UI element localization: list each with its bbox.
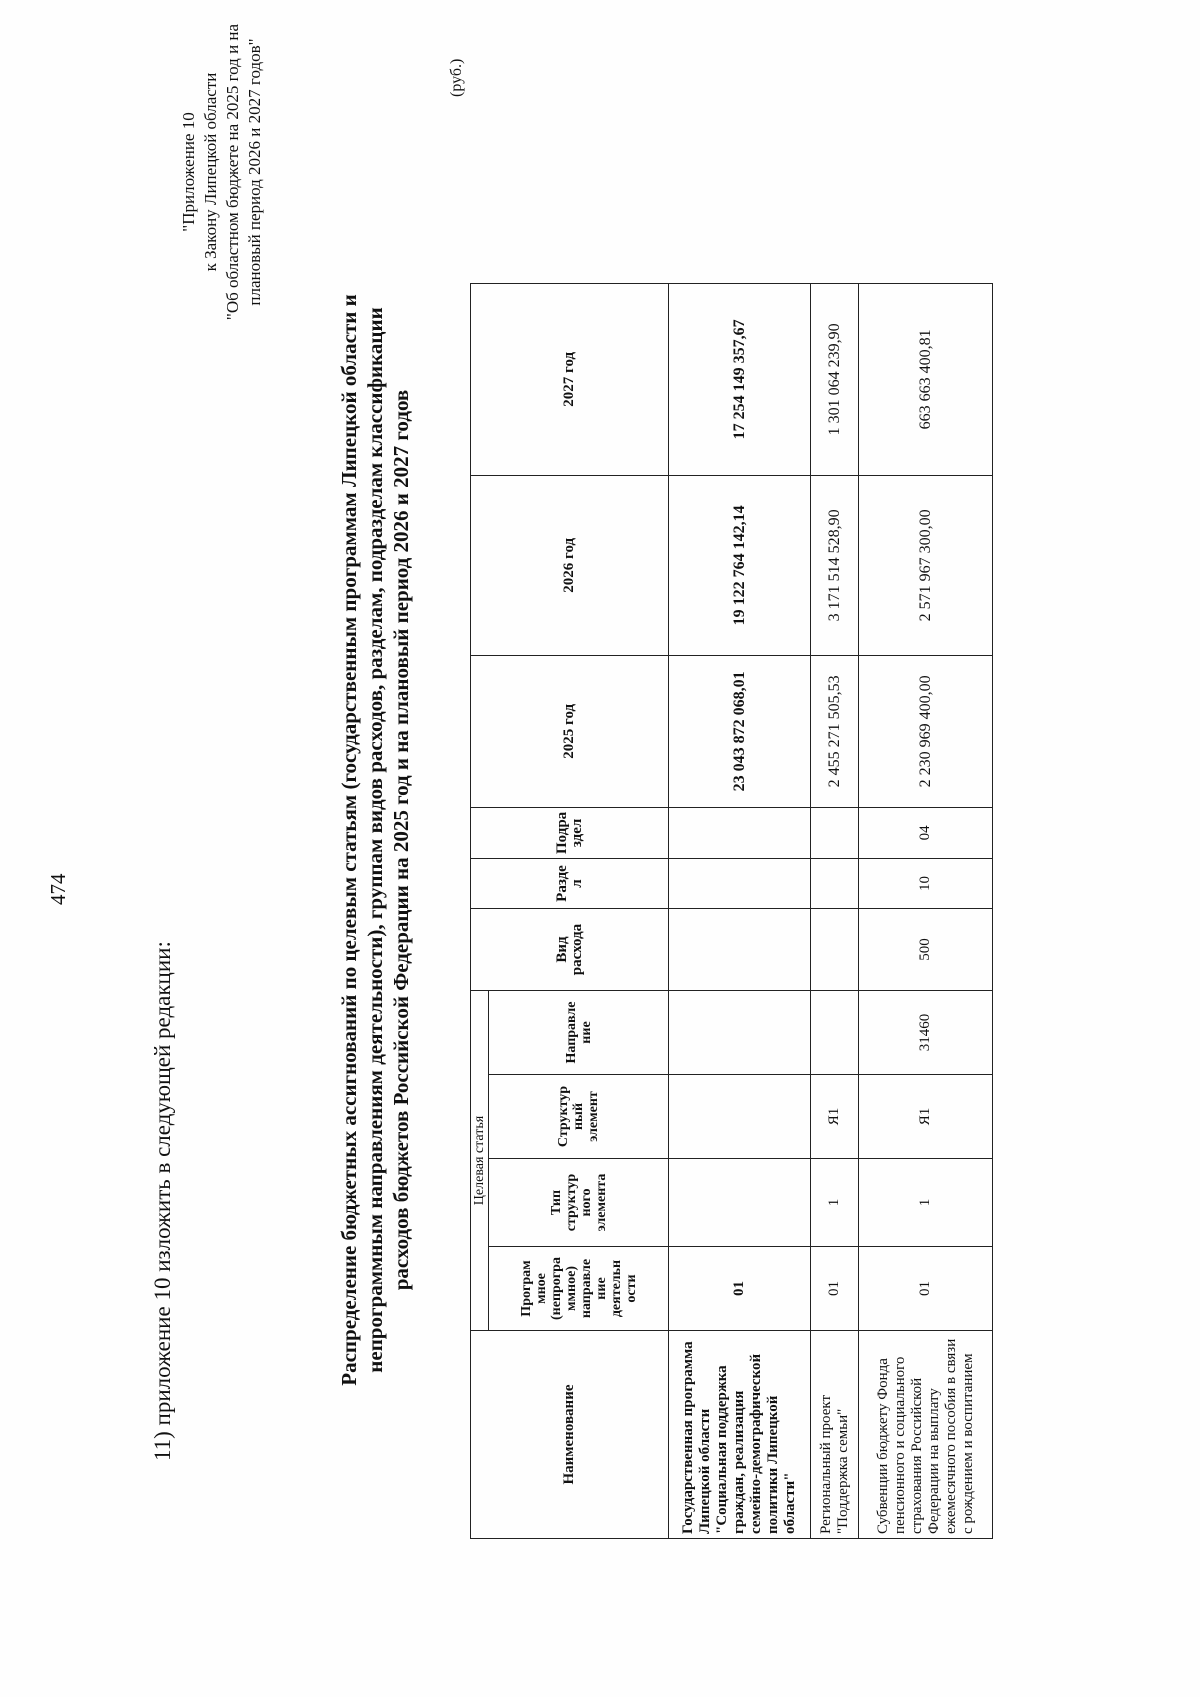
appendix-note-line: "Об областном бюджете на 2025 год и на bbox=[223, 23, 242, 321]
row-struct-element: Я1 bbox=[811, 1075, 859, 1159]
row-amount-2026: 19 122 764 142,14 bbox=[669, 475, 811, 655]
header-name: Наименование bbox=[471, 1331, 669, 1539]
table-row bbox=[669, 283, 811, 1538]
row-amount-2025: 2 230 969 400,00 bbox=[859, 655, 993, 807]
row-name: Государственная программа Липецкой области "Социальная поддержка граждан, реализация семейно-демографической политики Липецкой области" bbox=[669, 1331, 811, 1539]
row-amount-2027: 663 663 400,81 bbox=[859, 283, 993, 475]
row-amount-2026: 2 571 967 300,00 bbox=[859, 475, 993, 655]
row-name: Субвенции бюджету Фонда пенсионного и социального страхования Российской Федерации на выплату ежемесячного пособия в связи с рождением и воспитанием bbox=[859, 1331, 993, 1539]
row-amount-2027: 1 301 064 239,90 bbox=[811, 283, 859, 475]
header-year-2027: 2027 год bbox=[471, 283, 669, 475]
header-expense-type: Вид расхода bbox=[471, 909, 669, 991]
row-subsection bbox=[811, 807, 859, 858]
header-section: Разде л bbox=[471, 859, 669, 909]
header-year-2026: 2026 год bbox=[471, 475, 669, 655]
row-amount-2027: 17 254 149 357,67 bbox=[669, 283, 811, 475]
table-row bbox=[859, 283, 993, 1538]
header-year-2025: 2025 год bbox=[471, 655, 669, 807]
table-row bbox=[811, 283, 859, 1538]
row-amount-2026: 3 171 514 528,90 bbox=[811, 475, 859, 655]
header-subsection: Подра здел bbox=[471, 807, 669, 858]
appendix-note-line: "Приложение 10 bbox=[179, 112, 198, 232]
budget-table bbox=[470, 283, 993, 1539]
header-row bbox=[471, 283, 489, 1538]
row-program: 01 bbox=[859, 1247, 993, 1331]
row-name: Региональный проект "Поддержка семьи" bbox=[811, 1331, 859, 1539]
currency-unit: (руб.) bbox=[448, 58, 465, 97]
row-direction bbox=[811, 991, 859, 1075]
header-struct-element: Структур ный элемент bbox=[489, 1075, 669, 1159]
header-direction: Направле ние bbox=[489, 991, 669, 1075]
row-expense-type bbox=[669, 909, 811, 991]
header-struct-type: Тип структур ного элемента bbox=[489, 1159, 669, 1247]
page-number: 474 bbox=[46, 873, 70, 905]
row-section bbox=[811, 859, 859, 909]
title-line: Распределение бюджетных ассигнований по целевым статьям (государственным программам Липецкой области и bbox=[337, 294, 361, 1386]
header-target-article: Целевая статья bbox=[471, 991, 489, 1331]
row-struct-type: 1 bbox=[859, 1159, 993, 1247]
row-section bbox=[669, 859, 811, 909]
row-direction bbox=[669, 991, 811, 1075]
row-section: 10 bbox=[859, 859, 993, 909]
row-struct-element: Я1 bbox=[859, 1075, 993, 1159]
title-line: расходов бюджетов Российской Федерации на 2025 год и на плановый период 2026 и 2027 годов bbox=[389, 389, 413, 1291]
row-struct-type: 1 bbox=[811, 1159, 859, 1247]
intro-text: 11) приложение 10 изложить в следующей редакции: bbox=[150, 941, 175, 1461]
row-struct-type bbox=[669, 1159, 811, 1247]
appendix-note bbox=[178, 7, 266, 337]
row-direction: 31460 bbox=[859, 991, 993, 1075]
header-program: Програм мное (непрогра ммное) направле ние деятельн ости bbox=[489, 1247, 669, 1331]
row-expense-type: 500 bbox=[859, 909, 993, 991]
row-amount-2025: 23 043 872 068,01 bbox=[669, 655, 811, 807]
row-subsection: 04 bbox=[859, 807, 993, 858]
row-struct-element bbox=[669, 1075, 811, 1159]
row-subsection bbox=[669, 807, 811, 858]
row-program: 01 bbox=[669, 1247, 811, 1331]
appendix-note-line: плановый период 2026 и 2027 годов" bbox=[245, 38, 264, 306]
row-program: 01 bbox=[811, 1247, 859, 1331]
appendix-note-line: к Закону Липецкой области bbox=[201, 72, 220, 272]
document-title bbox=[336, 275, 414, 1405]
row-amount-2025: 2 455 271 505,53 bbox=[811, 655, 859, 807]
row-expense-type bbox=[811, 909, 859, 991]
title-line: непрограммным направлениям деятельности), группам видов расходов, разделам, подразделам классификации bbox=[363, 307, 387, 1373]
